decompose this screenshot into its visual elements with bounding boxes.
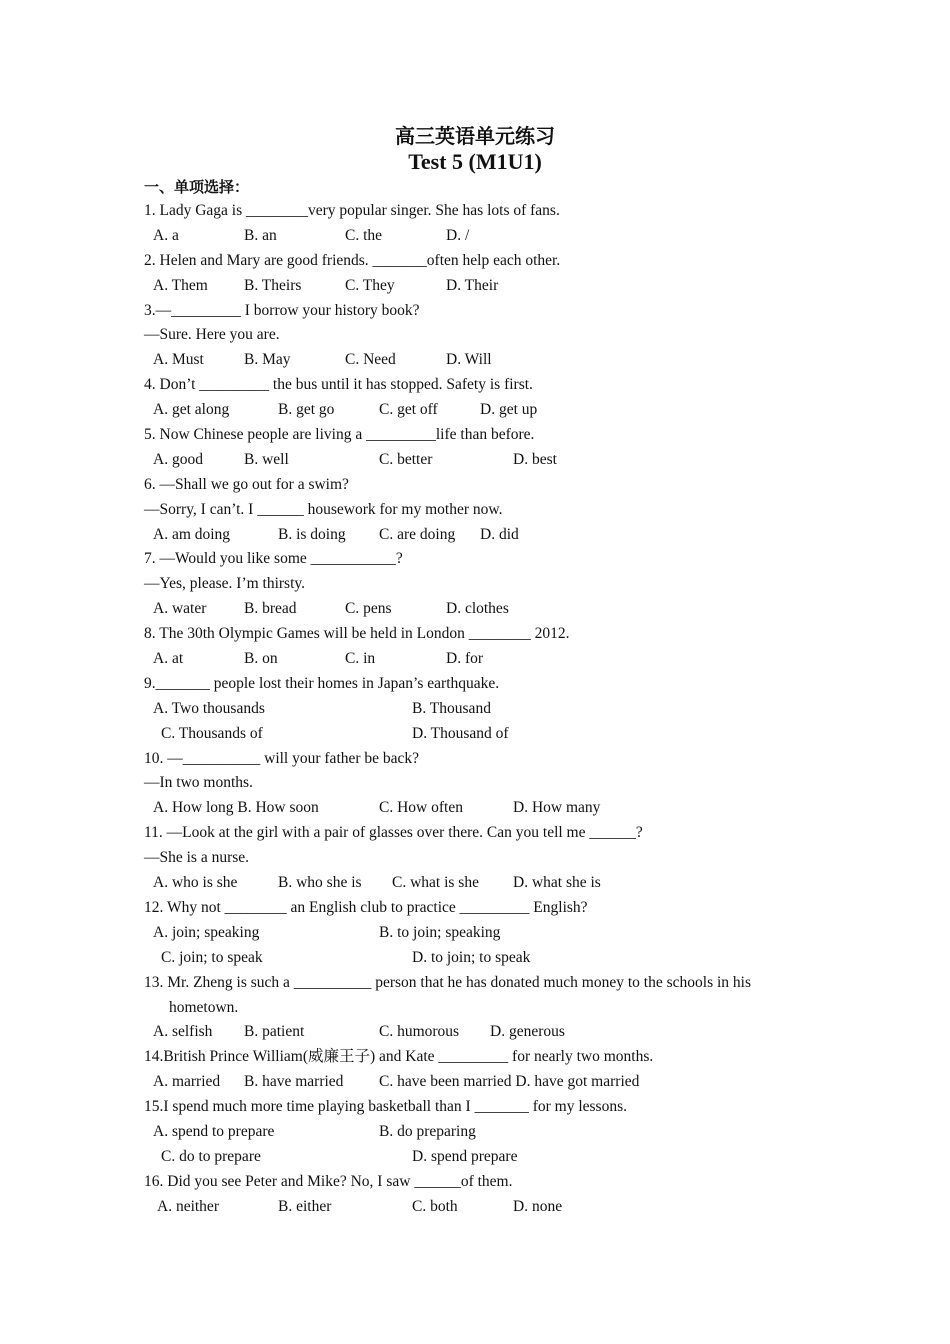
answer-option: B. who she is [278,874,362,892]
answer-option: B. patient [244,1023,305,1041]
question-14 [144,1045,824,1095]
answer-option: D. best [513,450,557,468]
question-list [144,199,824,1220]
question-2 [144,249,824,299]
question-stem: 10. —__________ will your father be back? [144,749,420,767]
question-stem: 15.I spend much more time playing basketball than I _______ for my lessons. [144,1098,627,1116]
options-row [144,1070,824,1095]
answer-option: D. Thousand of [412,724,509,742]
options-row [144,274,824,299]
answer-option: D. to join; to speak [412,948,531,966]
options-row [144,946,824,971]
answer-option: A. married [153,1073,221,1091]
options-row [144,1195,824,1220]
answer-option: A. at [153,650,184,668]
answer-option: D. clothes [446,600,509,618]
answer-option: C. are doing [379,525,456,543]
question-stem: 3.—_________ I borrow your history book? [144,301,420,319]
question-stem-continued: —Yes, please. I’m thirsty. [144,575,306,593]
question-3 [144,299,824,374]
question-stem: 16. Did you see Peter and Mike? No, I saw ______of them. [144,1172,513,1190]
answer-option: D. Will [446,351,492,369]
answer-option: C. the [345,226,383,244]
question-stem: 9._______ people lost their homes in Japan’s earthquake. [144,674,500,692]
answer-option: C. Thousands of [161,724,263,742]
question-6 [144,473,824,548]
question-stem: 5. Now Chinese people are living a _________life than before. [144,426,535,444]
question-stem: 1. Lady Gaga is ________very popular singer. She has lots of fans. [144,202,560,219]
question-stem: 6. —Shall we go out for a swim? [144,475,349,493]
question-stem-continued: —Sure. Here you are. [144,326,280,344]
answer-option: C. pens [345,600,392,618]
answer-option: C. join; to speak [161,948,263,966]
options-row [144,1145,824,1170]
question-12 [144,896,824,971]
answer-option: D. / [446,226,470,244]
page-title: 高三英语单元练习 [395,124,555,148]
options-row [144,722,824,747]
answer-option: B. Theirs [244,276,302,294]
answer-option: B. Thousand [412,699,491,717]
question-stem-continued: hometown. [169,998,239,1016]
options-row [144,523,824,548]
answer-option: C. Need [345,351,396,369]
answer-option: D. spend prepare [412,1147,518,1165]
question-stem-continued: —Sorry, I can’t. I ______ housework for my mother now. [144,500,503,518]
answer-option: A. How long B. How soon [153,799,319,817]
question-5 [144,423,824,473]
question-stem: 11. —Look at the girl with a pair of glasses over there. Can you tell me ______? [144,824,643,842]
answer-option: D. for [446,650,484,668]
question-stem: 4. Don’t _________ the bus until it has stopped. Safety is first. [144,376,533,394]
answer-option: D. Their [446,276,499,294]
options-row [144,1020,824,1045]
question-15 [144,1095,824,1170]
answer-option: B. an [244,226,277,244]
answer-option: A. good [153,450,203,468]
options-row [144,348,824,373]
question-stem: 7. —Would you like some ___________? [144,550,403,568]
answer-option: B. is doing [278,525,346,543]
options-row [144,597,824,622]
answer-option: C. do to prepare [161,1147,261,1165]
question-stem: 2. Helen and Mary are good friends. _______often help each other. [144,251,561,269]
answer-option: A. a [153,226,179,244]
answer-option: D. How many [513,799,601,817]
question-11 [144,821,824,896]
answer-option: A. selfish [153,1023,213,1041]
question-9 [144,672,824,747]
answer-option: B. May [244,351,291,369]
answer-option: B. on [244,650,278,668]
question-stem: 12. Why not ________ an English club to practice _________ English? [144,898,588,916]
options-row [144,224,824,249]
answer-option: A. who is she [153,874,238,892]
options-row [144,796,824,821]
answer-option: C. get off [379,401,438,419]
answer-option: B. bread [244,600,297,618]
answer-option: C. in [345,650,376,668]
page-subtitle: Test 5 (M1U1) [408,149,542,174]
options-row [144,871,824,896]
answer-option: B. well [244,450,289,468]
answer-option: B. get go [278,401,335,419]
question-stem: 14.British Prince William(威廉王子) and Kate _________ for nearly two months. [144,1048,654,1066]
answer-option: A. Them [153,276,208,294]
options-row [144,921,824,946]
answer-option: C. better [379,450,433,468]
section-heading: 一、单项选择： [144,178,250,196]
answer-option: A. am doing [153,525,231,543]
answer-option: D. generous [490,1023,565,1041]
answer-option: A. Two thousands [153,699,265,717]
answer-option: C. humorous [379,1023,460,1041]
answer-option: B. have married [244,1073,344,1091]
options-row [144,647,824,672]
options-row [144,1120,824,1145]
answer-option: C. have been married D. have got married [379,1073,640,1091]
answer-option: A. water [153,600,207,618]
question-4 [144,373,824,423]
answer-option: D. none [513,1197,563,1215]
answer-option: C. both [412,1197,458,1215]
answer-option: B. do preparing [379,1122,476,1140]
answer-option: D. what she is [513,874,601,892]
answer-option: A. join; speaking [153,923,260,941]
answer-option: D. get up [480,401,538,419]
answer-option: A. Must [153,351,204,369]
question-7 [144,547,824,622]
options-row [144,697,824,722]
answer-option: C. How often [379,799,463,817]
answer-option: C. what is she [392,874,479,892]
question-1 [144,199,824,249]
question-stem: 13. Mr. Zheng is such a __________ person that he has donated much money to the schools in his [144,973,751,991]
question-16 [144,1170,824,1220]
answer-option: A. spend to prepare [153,1122,275,1140]
options-row [144,398,824,423]
answer-option: C. They [345,276,395,294]
options-row [144,448,824,473]
answer-option: B. to join; speaking [379,923,501,941]
question-stem-continued: —She is a nurse. [144,849,250,867]
answer-option: B. either [278,1197,332,1215]
question-stem: 8. The 30th Olympic Games will be held in London ________ 2012. [144,625,570,643]
answer-option: A. neither [157,1197,219,1215]
answer-option: A. get along [153,401,230,419]
answer-option: D. did [480,525,519,543]
question-8 [144,622,824,672]
question-13 [144,971,824,1046]
question-10 [144,747,824,822]
question-stem-continued: —In two months. [144,774,253,792]
